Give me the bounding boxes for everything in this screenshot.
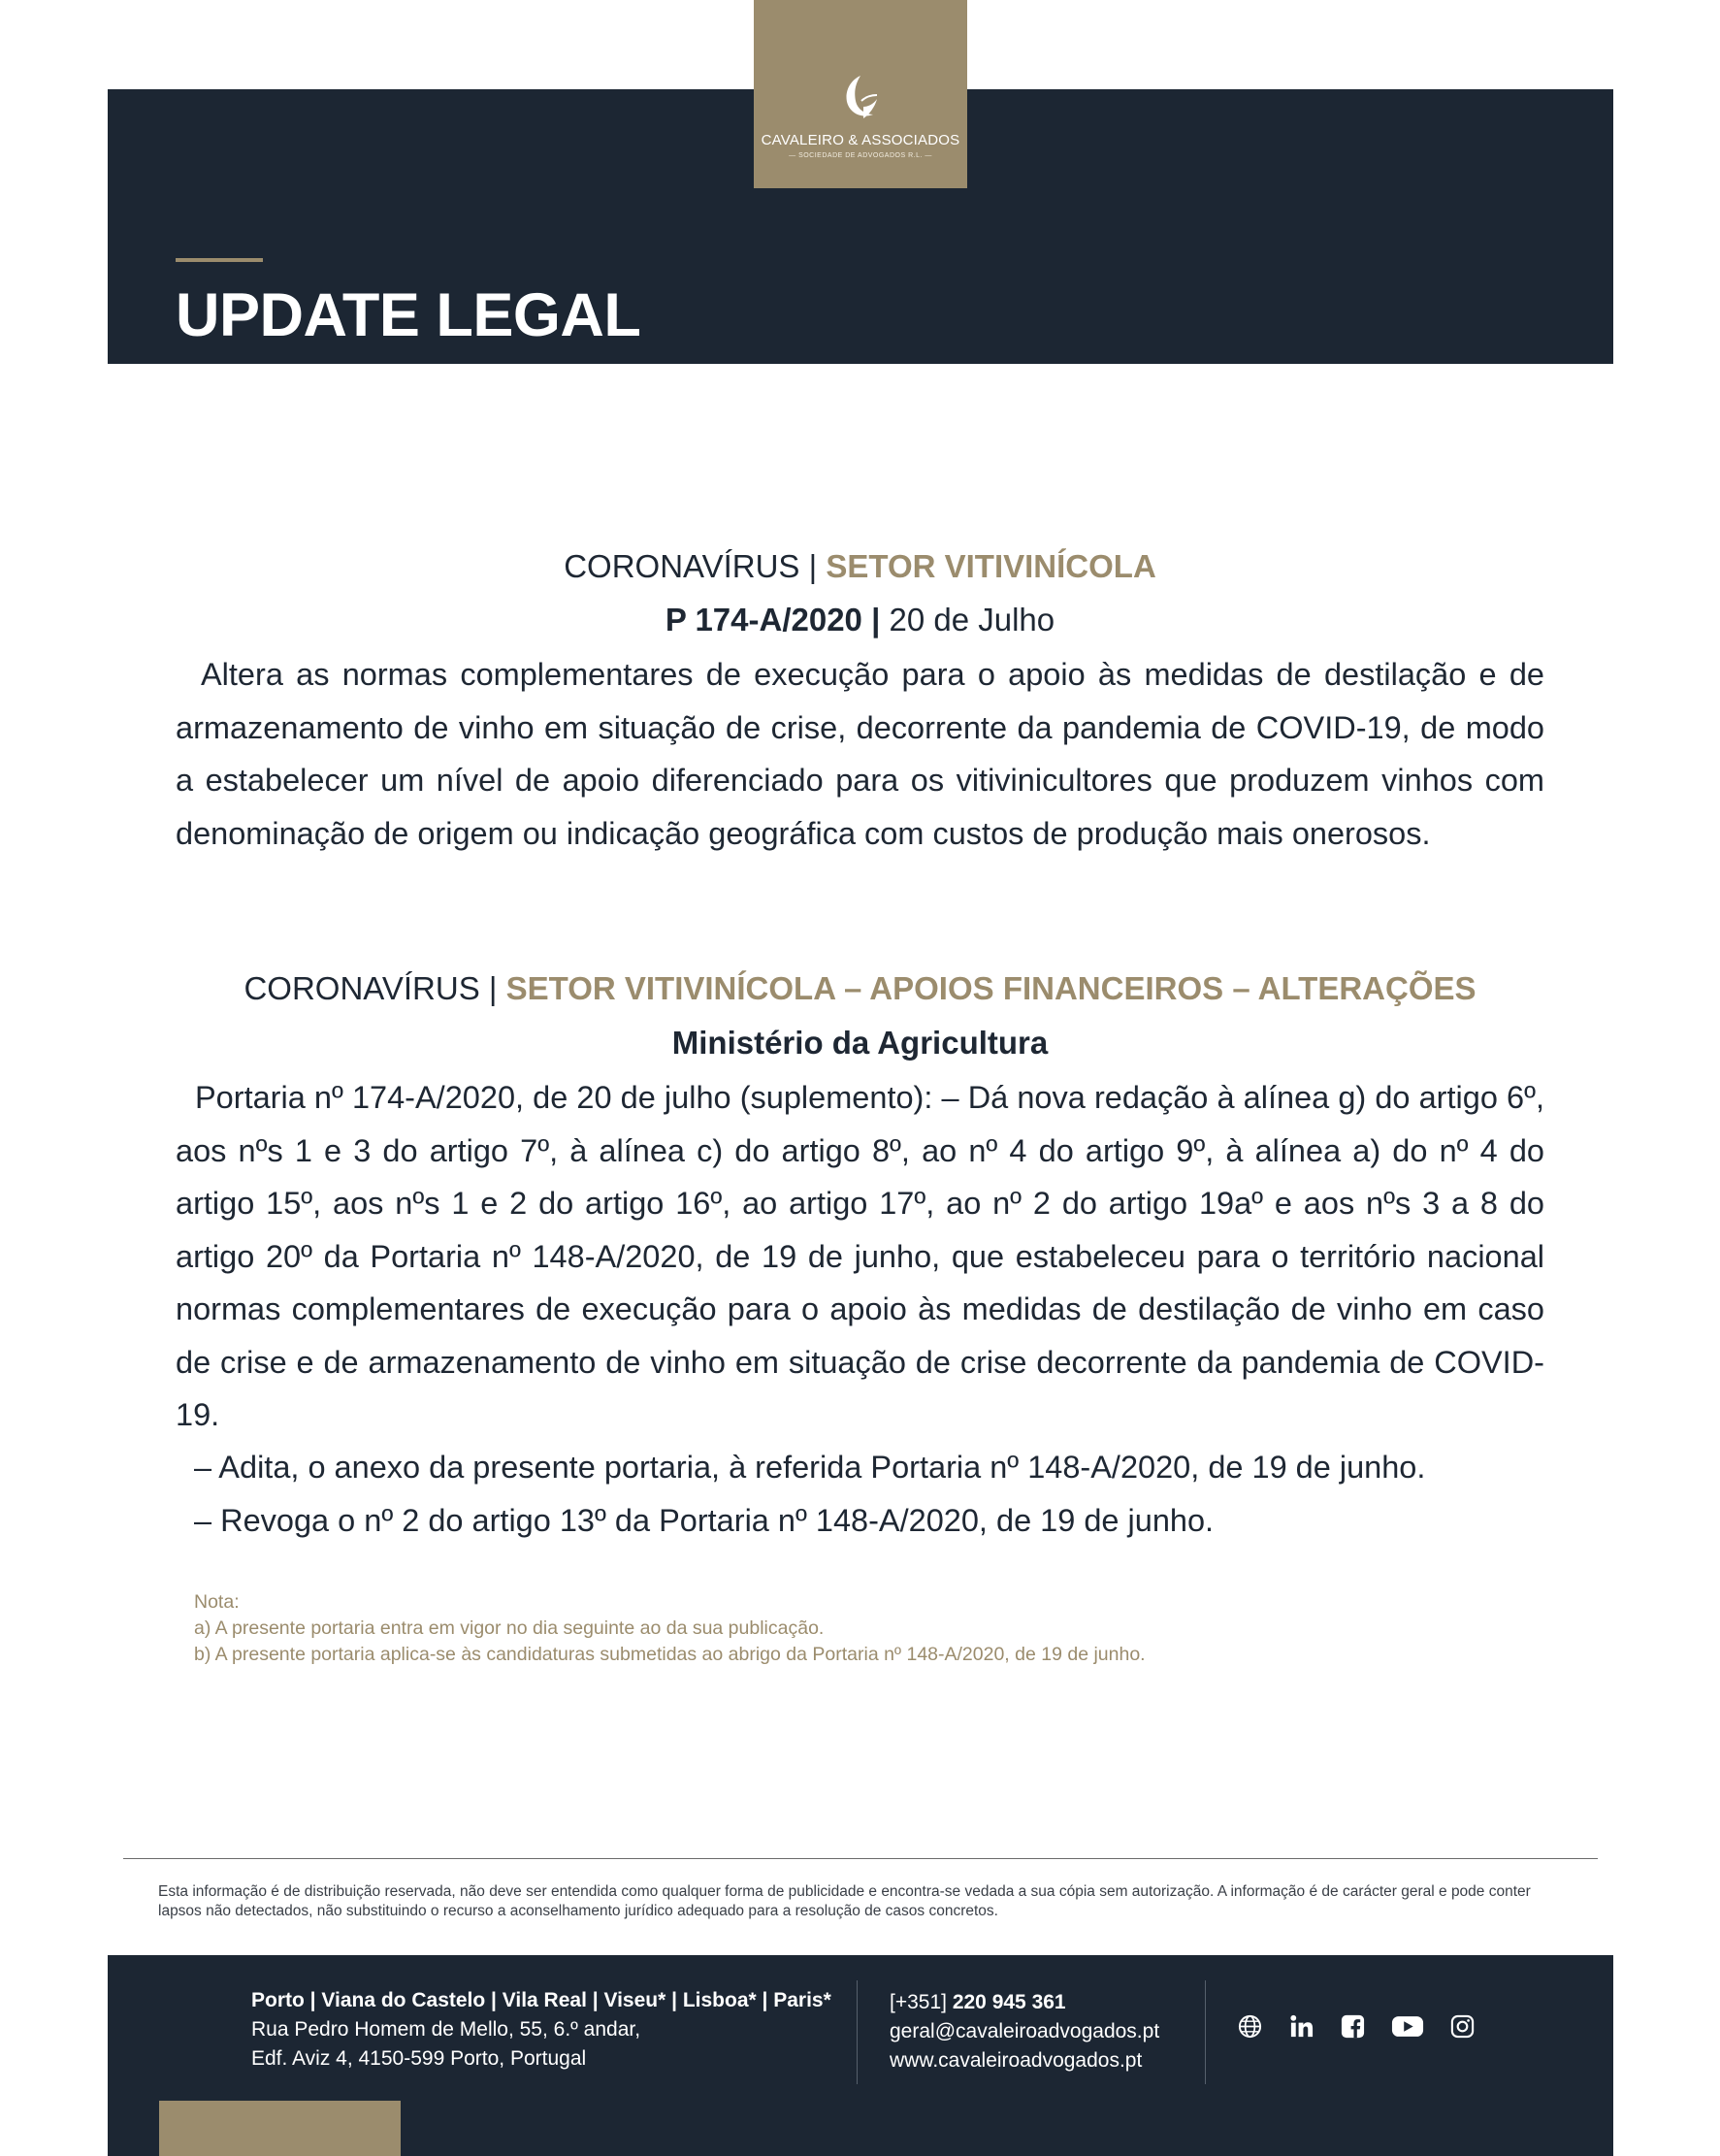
section1-heading: [0, 545, 1720, 588]
footer-email-link[interactable]: geral@cavaleiroadvogados.pt: [890, 2020, 1160, 2042]
footer-address: [251, 1986, 831, 2074]
note-item: b) A presente portaria aplica-se às candidaturas submetidas ao abrigo da Portaria nº 148-A/2020, de 19 de junho.: [194, 1644, 1146, 1665]
youtube-icon[interactable]: [1391, 2013, 1424, 2040]
logo: [754, 0, 967, 188]
section1-reference: [0, 599, 1720, 641]
section2-heading: [0, 967, 1720, 1010]
logo-subtitle: — SOCIEDADE DE ADVOGADOS R.L. —: [789, 152, 932, 159]
disclaimer: Esta informação é de distribuição reservada, não deve ser entendida como qualquer forma de publicidade e encontra-se vedada a sua cópia sem autorização. A informação é de carácter geral e pode conter lapsos não detectados, não substituindo o recurso a aconselhamento jurídico adequado para a resolução de casos concretos.: [158, 1883, 1531, 1919]
phone-prefix: [+351]: [890, 1991, 947, 2013]
footer-phone[interactable]: [890, 1988, 1159, 2017]
footer-contact: [890, 1988, 1159, 2075]
section1-ref-date: 20 de Julho: [889, 602, 1055, 637]
social-links: [1237, 2013, 1476, 2040]
section2-body: Portaria nº 174-A/2020, de 20 de julho (suplemento): – Dá nova redação à alínea g) do artigo 6º, aos nºs 1 e 3 do artigo 7º, à alínea c) do artigo 8º, ao nº 4 do artigo 9º, à alínea a) do nº 4 do artigo 15º, aos nºs 1 e 2 do artigo 16º, ao artigo 17º, ao nº 2 do artigo 19aº e aos nºs 3 a 8 do artigo 20º da Portaria nº 148-A/2020, de 19 de junho, que estabeleceu para o território nacional normas complementares de execução para o apoio às medidas de destilação de vinho em caso de crise e de armazenamento de vinho em situação de crise decorrente da pandemia de COVID-19.: [176, 1080, 1544, 1432]
page-title: UPDATE LEGAL: [176, 281, 641, 349]
section2-heading-highlight: SETOR VITIVINÍCOLA – APOIOS FINANCEIROS – ALTERAÇÕES: [505, 970, 1477, 1006]
section2-bullet: – Revoga o nº 2 do artigo 13º da Portaria nº 148-A/2020, de 19 de junho.: [194, 1503, 1215, 1538]
section2-heading-prefix: CORONAVÍRUS |: [243, 970, 498, 1006]
footer-offices: Porto | Viana do Castelo | Vila Real | Viseu* | Lisboa* | Paris*: [251, 1989, 831, 2011]
notes: [194, 1589, 1146, 1668]
logo-name: CAVALEIRO & ASSOCIADOS: [761, 132, 960, 148]
globe-icon[interactable]: [1237, 2013, 1263, 2040]
instagram-icon[interactable]: [1449, 2013, 1476, 2040]
section1-heading-prefix: CORONAVÍRUS |: [564, 548, 818, 584]
section1-body: Altera as normas complementares de execução para o apoio às medidas de destilação e de armazenamento de vinho em situação de crise, decorrente da pandemia de COVID-19, de modo a estabelecer um nível de apoio diferenciado para os vitivinicultores que produzem vinhos com denominação de origem ou indicação geográfica com custos de produção mais onerosos.: [176, 657, 1544, 851]
footer-divider: [1205, 1980, 1206, 2084]
notes-title: Nota:: [194, 1591, 240, 1613]
footer: [108, 1955, 1613, 2156]
section1-heading-highlight: SETOR VITIVINÍCOLA: [826, 548, 1156, 584]
phone-number: 220 945 361: [952, 1991, 1066, 2013]
footer-address-line: Rua Pedro Homem de Mello, 55, 6.º andar,: [251, 2018, 641, 2041]
section2-subheading: Ministério da Agricultura: [671, 1025, 1049, 1061]
leaf-logo-icon: [834, 72, 887, 124]
footer-accent-block: [159, 2101, 401, 2156]
disclaimer-rule: [123, 1858, 1598, 1859]
note-item: a) A presente portaria entra em vigor no dia seguinte ao da sua publicação.: [194, 1617, 825, 1639]
footer-address-line: Edf. Aviz 4, 4150-599 Porto, Portugal: [251, 2047, 587, 2070]
title-accent-rule: [176, 258, 263, 262]
facebook-icon[interactable]: [1340, 2013, 1366, 2040]
section1-ref-bold: P 174-A/2020 |: [665, 602, 881, 637]
linkedin-icon[interactable]: [1288, 2013, 1314, 2040]
section2-bullet: – Adita, o anexo da presente portaria, à referida Portaria nº 148-A/2020, de 19 de junho.: [194, 1450, 1426, 1485]
footer-website-link[interactable]: www.cavaleiroadvogados.pt: [890, 2049, 1143, 2072]
footer-divider: [857, 1980, 858, 2084]
